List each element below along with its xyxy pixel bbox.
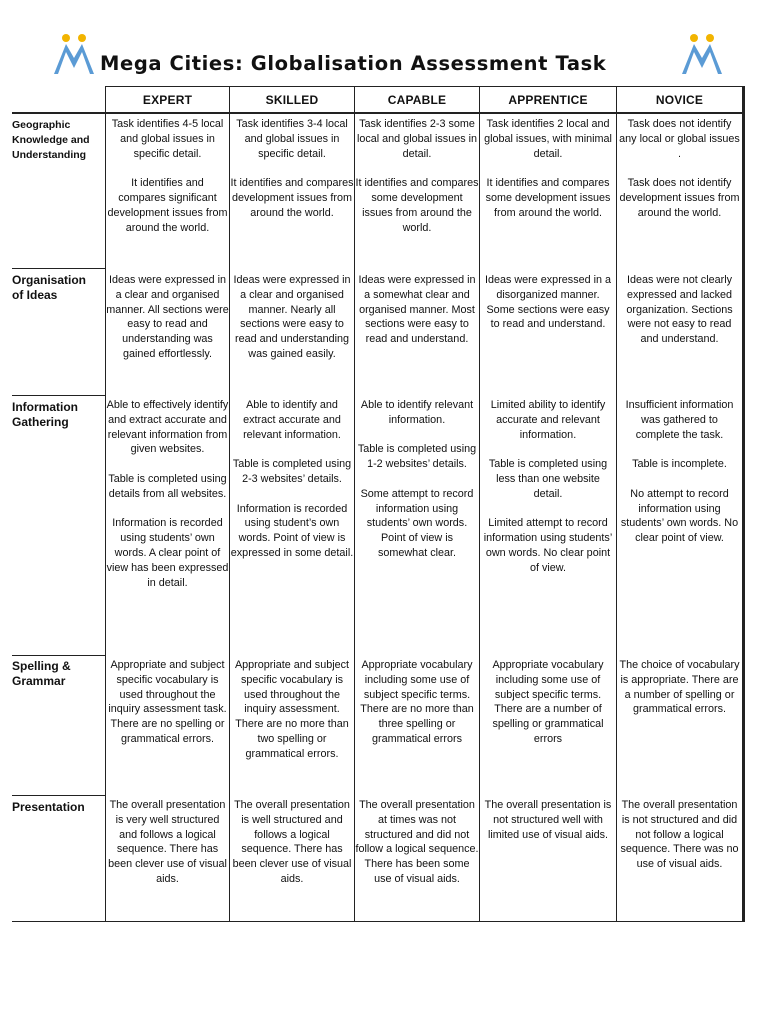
row-divider: [12, 268, 105, 269]
row-label-geographic-knowledge: Geographic Knowledge and Understanding: [12, 119, 90, 161]
rubric-cell: Ideas were expressed in a clear and organised manner. Nearly all sections were easy to read and understanding was gained easily.: [233, 274, 351, 360]
rubric-cell: Limited ability to identify accurate and relevant information. Table is completed using less than one website detail. Limited attempt to record information using students’ own words. No clear point of view.: [483, 399, 613, 574]
column-divider: [616, 86, 617, 922]
row-label-information-gathering: Information Gathering: [12, 400, 78, 429]
rubric-cell: The choice of vocabulary is appropriate. There are a number of spelling or grammatical errors.: [619, 659, 740, 716]
column-divider: [742, 86, 745, 922]
rubric-cell: Ideas were expressed in a somewhat clear and organised manner. Most sections were easy to read and understand.: [358, 274, 476, 346]
column-header-capable: CAPABLE: [387, 93, 447, 107]
column-divider: [479, 86, 480, 922]
row-divider: [12, 395, 105, 396]
rubric-cell: Ideas were expressed in a clear and organised manner. All sections were easy to read and understanding was gained effortlessly.: [106, 274, 229, 360]
rubric-cell: Ideas were not clearly expressed and lacked organization. Sections were not easy to read and understand.: [626, 274, 733, 346]
rubric-cell: The overall presentation is very well structured and follows a logical sequence. There has been clever use of visual aids.: [108, 799, 227, 885]
rubric-cell: The overall presentation is not structured and did not follow a logical sequence. There was no use of visual aids.: [620, 799, 739, 871]
rubric-table: [12, 86, 746, 922]
row-label-presentation: Presentation: [12, 800, 85, 814]
row-divider: [12, 112, 745, 114]
column-header-apprentice: APPRENTICE: [508, 93, 588, 107]
rubric-cell: Ideas were expressed in a disorganized manner. Some sections were easy to read and understand.: [484, 274, 612, 331]
row-divider: [105, 86, 745, 87]
rubric-cell: Appropriate vocabulary including some use of subject specific terms. There are no more than three spelling or grammatical errors: [360, 659, 474, 745]
row-divider: [12, 795, 105, 796]
row-label-spelling-grammar: Spelling & Grammar: [12, 659, 71, 688]
rubric-cell: The overall presentation is well structured and follows a logical sequence. There has been clever use of visual aids.: [232, 799, 352, 885]
row-label-organisation: Organisation of Ideas: [12, 273, 87, 302]
rubric-cell: The overall presentation at times was not structured and did not follow a logical sequence. There has been some use of visual aids.: [355, 799, 479, 885]
rubric-cell: Insufficient information was gathered to complete the task. Table is incomplete. No attempt to record information using students’ own words. No clear point of view.: [620, 399, 739, 545]
mountain-figure-logo-icon: [680, 30, 724, 76]
rubric-cell: Appropriate and subject specific vocabulary is used throughout the inquiry assessment task. There are no spelling or grammatical errors.: [108, 659, 227, 745]
row-divider: [12, 921, 745, 922]
rubric-cell: Task does not identify any local or global issues . Task does not identify development issues from around the world.: [619, 118, 740, 219]
column-header-novice: NOVICE: [655, 93, 704, 107]
rubric-cell: Task identifies 3-4 local and global issues in specific detail. It identifies and compares development issues from around the world.: [230, 118, 354, 219]
rubric-cell: Able to identify relevant information. Table is completed using 1-2 websites’ details. Some attempt to record information using students’ own words. Point of view is somewhat clear.: [357, 399, 477, 559]
rubric-cell: Task identifies 4-5 local and global issues in specific detail. It identifies and compares significant development issues from around the world.: [107, 118, 228, 234]
rubric-cell: Appropriate and subject specific vocabulary is used throughout the inquiry assessment. There are no more than two spelling or grammatical errors.: [234, 659, 350, 760]
rubric-cell: Task identifies 2-3 some local and global issues in detail. It identifies and compares some development issues from around the world.: [355, 118, 479, 234]
rubric-cell: Appropriate vocabulary including some use of subject specific terms. There are a number of spelling or grammatical errors: [492, 659, 604, 745]
page-title: Mega Cities: Globalisation Assessment Task: [100, 52, 607, 75]
mountain-figure-logo-icon: [52, 30, 96, 76]
column-header-expert: EXPERT: [142, 93, 193, 107]
rubric-cell: Task identifies 2 local and global issues, with minimal detail. It identifies and compares some development issues from around the world.: [484, 118, 612, 219]
rubric-cell: Able to effectively identify and extract accurate and relevant information from given websites. Table is completed using details from all websites. Information is recorded using students’ own words. A clear point of view has been expressed in detail.: [106, 399, 229, 589]
rubric-cell: The overall presentation is not structured well with limited use of visual aids.: [484, 799, 612, 841]
row-divider: [12, 655, 105, 656]
rubric-cell: Able to identify and extract accurate and relevant information. Table is completed using 2-3 websites’ details. Information is recorded using student’s own words. Point of view is expressed in some detail.: [230, 399, 354, 559]
column-header-skilled: SKILLED: [265, 93, 319, 107]
